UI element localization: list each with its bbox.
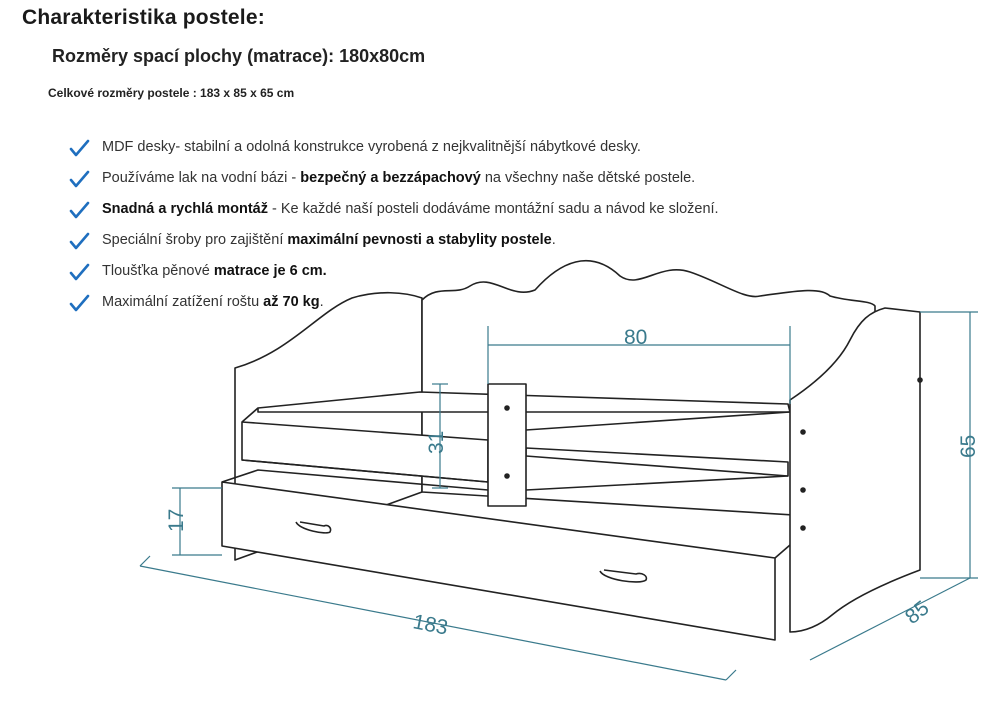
- feature-text: Používáme lak na vodní bázi -: [102, 170, 301, 186]
- feature-text: Tloušťka pěnové: [102, 263, 214, 279]
- feature-emphasis: bezpečný a bezzápachový: [300, 170, 481, 186]
- feature-text: na všechny naše dětské postele.: [480, 170, 696, 186]
- dimension-label-183: 183: [411, 610, 450, 640]
- feature-text: Maximální zatížení roštu: [102, 294, 264, 310]
- bed-outline: [222, 261, 922, 640]
- dimension-label-80: 80: [624, 326, 648, 349]
- dimension-label-31: 31: [425, 430, 448, 454]
- mattress-size-heading: Rozměry spací plochy (matrace): 180x80cm: [52, 46, 426, 66]
- feature-emphasis: maximální pevnosti a stabylity postele: [287, 232, 552, 248]
- overall-dimensions: Celkové rozměry postele : 183 x 85 x 65 cm: [48, 86, 295, 100]
- feature-text: Speciální šroby pro zajištění: [102, 232, 288, 248]
- dimension-label-65: 65: [957, 434, 980, 458]
- feature-text: .: [319, 294, 324, 310]
- dimension-label-17: 17: [165, 508, 188, 532]
- feature-emphasis: až 70 kg: [263, 294, 320, 310]
- feature-text: - Ke každé naší posteli dodáváme montážní sadu a návod ke složení.: [268, 201, 719, 217]
- guard-post: [488, 384, 526, 506]
- dimension-label-85: 85: [900, 596, 934, 629]
- feature-emphasis: Snadná a rychlá montáž: [102, 201, 268, 217]
- feature-emphasis: matrace je 6 cm.: [213, 263, 327, 279]
- feature-text: .: [551, 232, 556, 248]
- page-title: Charakteristika postele:: [22, 6, 265, 29]
- feature-text: MDF desky- stabilní a odolná konstrukce vyrobená z nejkvalitnější nábytkové desky.: [102, 139, 641, 155]
